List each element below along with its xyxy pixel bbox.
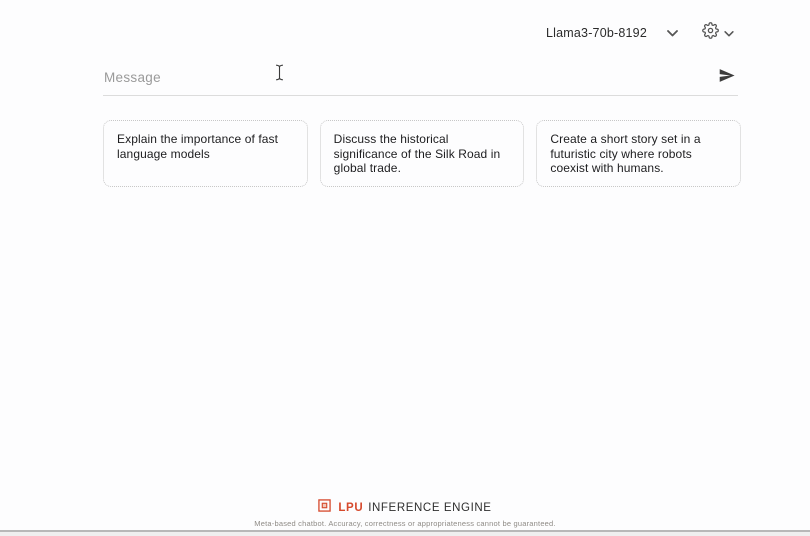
- brand-engine: INFERENCE ENGINE: [368, 502, 492, 514]
- suggestion-text: Discuss the historical significance of the Silk Road in global trade.: [333, 132, 501, 175]
- send-icon: [719, 68, 736, 86]
- bottom-edge-bar: [0, 530, 810, 536]
- chevron-down-icon: [667, 24, 678, 42]
- suggestion-card[interactable]: [103, 120, 308, 187]
- send-button[interactable]: [719, 68, 736, 90]
- suggestion-text: Create a short story set in a futuristic city where robots coexist with humans.: [550, 132, 701, 175]
- model-selector[interactable]: [546, 24, 678, 42]
- disclaimer-text: Meta-based chatbot. Accuracy, correctness or appropriateness cannot be guaranteed.: [254, 519, 556, 528]
- gear-icon: [702, 22, 719, 44]
- message-input[interactable]: [103, 66, 719, 91]
- brand-lpu: LPU: [338, 502, 364, 514]
- model-selector-label: Llama3-70b-8192: [546, 26, 647, 40]
- brand-text: [338, 502, 491, 514]
- suggestion-card[interactable]: [536, 120, 741, 187]
- lpu-logo-icon: [318, 499, 331, 517]
- suggestion-cards: [103, 120, 741, 187]
- header: [546, 22, 734, 44]
- footer-brand: [0, 499, 810, 517]
- chevron-down-icon: [724, 24, 734, 42]
- suggestion-text: Explain the importance of fast language models: [117, 132, 279, 161]
- message-composer: [103, 62, 738, 96]
- suggestion-card[interactable]: [320, 120, 525, 187]
- settings-menu[interactable]: [702, 22, 734, 44]
